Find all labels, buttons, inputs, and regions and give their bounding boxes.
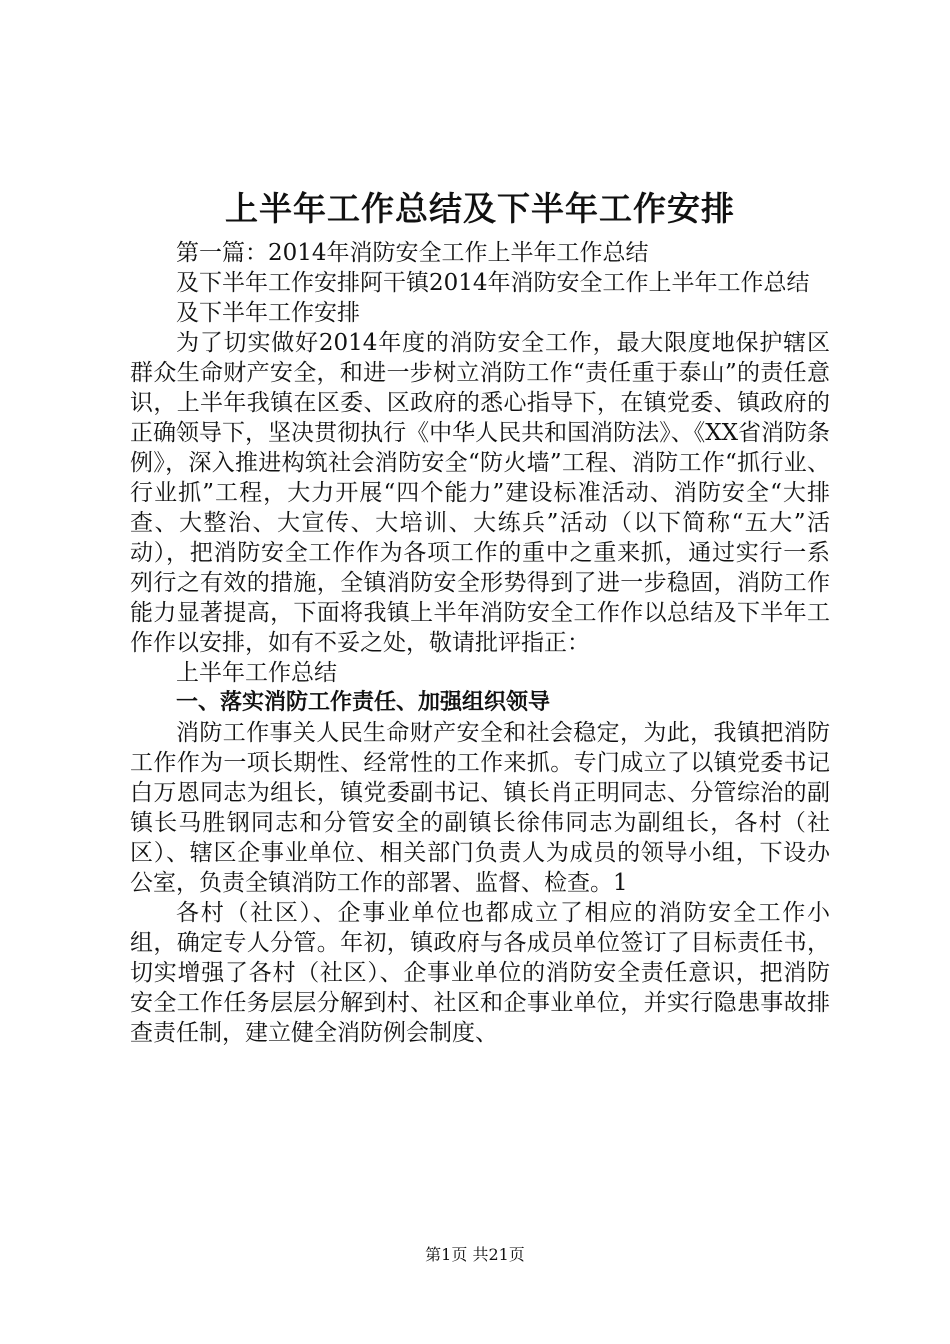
paragraph-3: 及下半年工作安排 xyxy=(176,300,360,326)
paragraph-6: 消防工作事关人民生命财产安全和社会稳定，为此，我镇把消防工作作为一项长期性、经常性的工作来抓。专门成立了以镇党委书记白万恩同志为组长，镇党委副书记、镇长肖正明同志、分管综治的副镇长马胜钢同志和分管安全的副镇长徐伟同志为副组长，各村（社区）、辖区企事业单位、相关部门负责人为成员的领导小组，下设办公室，负责全镇消防工作的部署、监督、检查。1 xyxy=(130,720,830,896)
document-title: 上半年工作总结及下半年工作安排 xyxy=(225,189,735,228)
paragraph-5: 上半年工作总结 xyxy=(176,660,337,686)
page-footer: 第1页 共21页 xyxy=(425,1245,525,1264)
paragraph-2: 及下半年工作安排阿干镇2014年消防安全工作上半年工作总结 xyxy=(176,270,810,296)
section-heading-1: 一、落实消防工作责任、加强组织领导 xyxy=(176,690,551,715)
paragraph-7: 各村（社区）、企事业单位也都成立了相应的消防安全工作小组，确定专人分管。年初，镇政府与各成员单位签订了目标责任书，切实增强了各村（社区）、企事业单位的消防安全责任意识，把消防安全工作任务层层分解到村、社区和企事业单位，并实行隐患事故排查责任制，建立健全消防例会制度、 xyxy=(130,900,830,1046)
paragraph-4: 为了切实做好2014年度的消防安全工作，最大限度地保护辖区群众生命财产安全，和进一步树立消防工作“责任重于泰山”的责任意识，上半年我镇在区委、区政府的悉心指导下，在镇党委、镇政府的正确领导下，坚决贯彻执行《中华人民共和国消防法》、《XX省消防条例》，深入推进构筑社会消防安全“防火墙”工程、消防工作“抓行业、行业抓”工程，大力开展“四个能力”建设标准活动、消防安全“大排查、大整治、大宣传、大培训、大练兵”活动（以下简称“五大”活动），把消防安全工作作为各项工作的重中之重来抓，通过实行一系列行之有效的措施，全镇消防安全形势得到了进一步稳固，消防工作能力显著提高，下面将我镇上半年消防安全工作作以总结及下半年工作作以安排，如有不妥之处，敬请批评指正： xyxy=(130,330,830,656)
document-body xyxy=(130,182,830,1048)
paragraph-1: 第一篇：2014年消防安全工作上半年工作总结 xyxy=(176,240,649,266)
